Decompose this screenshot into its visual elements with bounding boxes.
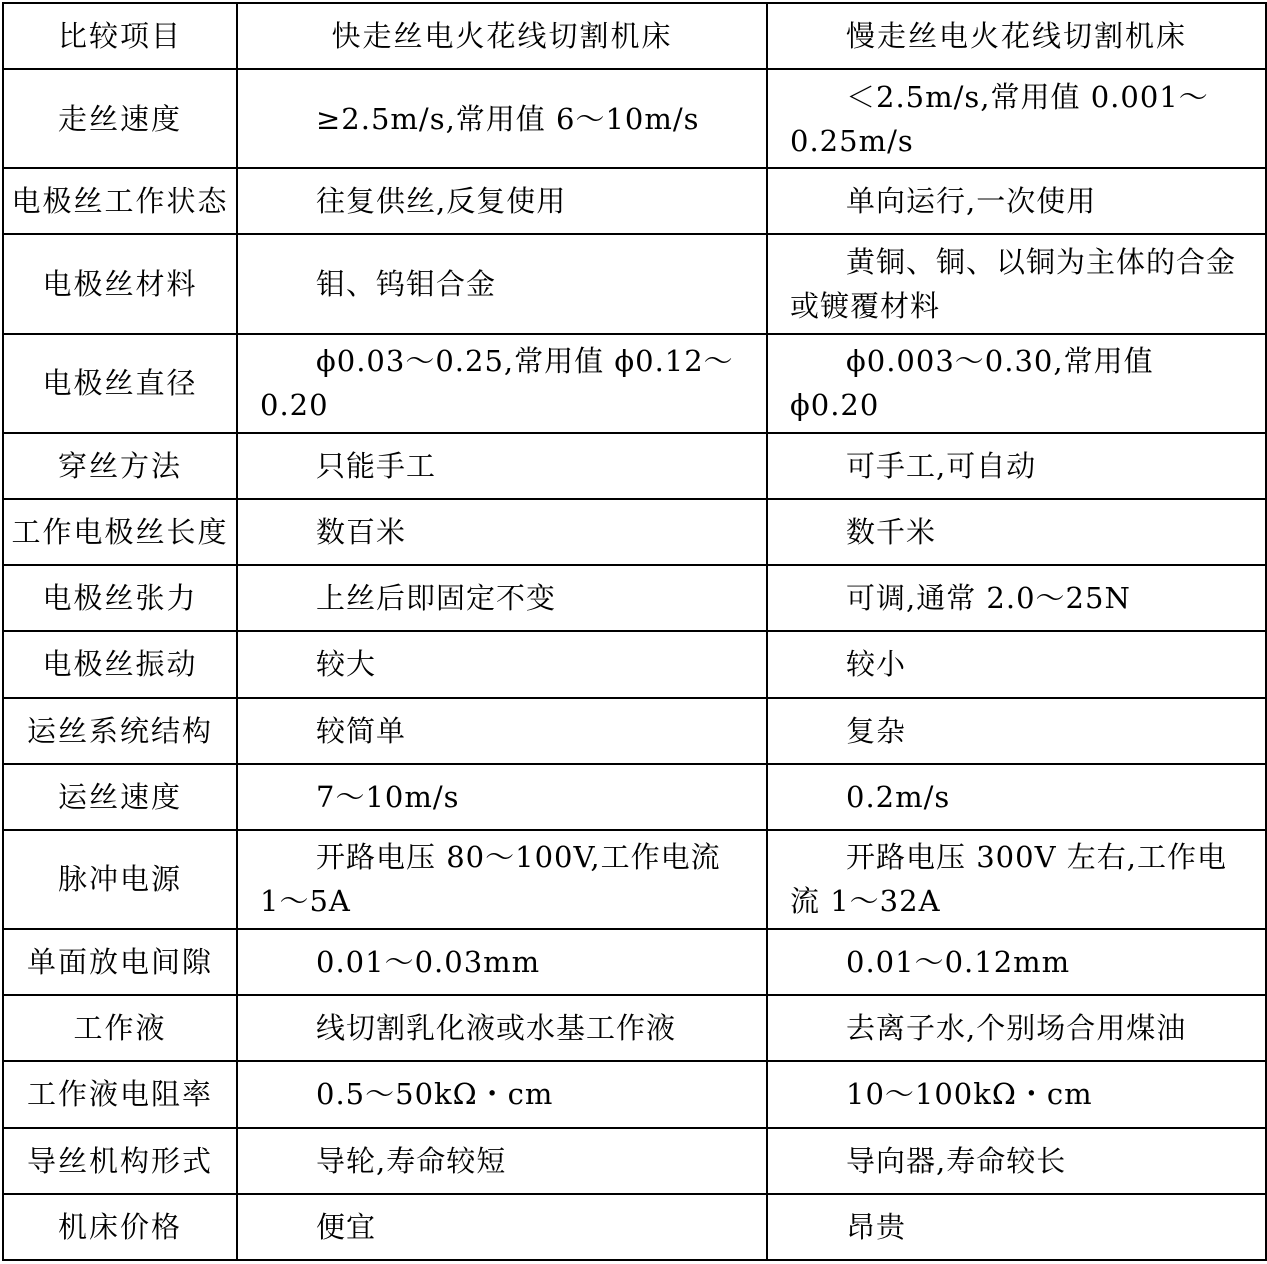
- row-label: 工作液: [3, 995, 237, 1061]
- slow-wire-value: ϕ0.003～0.30,常用值 ϕ0.20: [767, 334, 1266, 433]
- fast-wire-value: ϕ0.03～0.25,常用值 ϕ0.12～0.20: [237, 334, 767, 433]
- row-label: 电极丝材料: [3, 234, 237, 333]
- header-item: 比较项目: [3, 3, 237, 69]
- fast-wire-value: 数百米: [237, 499, 767, 565]
- row-label: 运丝系统结构: [3, 698, 237, 764]
- slow-wire-value: 单向运行,一次使用: [767, 168, 1266, 234]
- table-row: [3, 995, 1266, 1061]
- row-label: 运丝速度: [3, 764, 237, 830]
- table-row: [3, 698, 1266, 764]
- fast-wire-value: 0.01～0.03mm: [237, 929, 767, 995]
- header-slow-wire: 慢走丝电火花线切割机床: [767, 3, 1266, 69]
- fast-wire-value: 上丝后即固定不变: [237, 565, 767, 631]
- row-label: 电极丝直径: [3, 334, 237, 433]
- row-label: 机床价格: [3, 1194, 237, 1260]
- row-label: 走丝速度: [3, 69, 237, 168]
- row-label: 单面放电间隙: [3, 929, 237, 995]
- row-label: 穿丝方法: [3, 433, 237, 499]
- table-row: [3, 234, 1266, 333]
- row-label: 电极丝工作状态: [3, 168, 237, 234]
- slow-wire-value: 去离子水,个别场合用煤油: [767, 995, 1266, 1061]
- fast-wire-value: 7～10m/s: [237, 764, 767, 830]
- slow-wire-value: 可调,通常 2.0～25N: [767, 565, 1266, 631]
- table-row: [3, 1061, 1266, 1127]
- table-row: [3, 499, 1266, 565]
- table-row: [3, 565, 1266, 631]
- fast-wire-value: 便宜: [237, 1194, 767, 1260]
- fast-wire-value: 只能手工: [237, 433, 767, 499]
- table-row: [3, 830, 1266, 929]
- slow-wire-value: 0.2m/s: [767, 764, 1266, 830]
- slow-wire-value: 复杂: [767, 698, 1266, 764]
- row-label: 电极丝振动: [3, 631, 237, 697]
- fast-wire-value: 较大: [237, 631, 767, 697]
- table-row: [3, 168, 1266, 234]
- slow-wire-value: 较小: [767, 631, 1266, 697]
- row-label: 导丝机构形式: [3, 1128, 237, 1194]
- header-fast-wire: 快走丝电火花线切割机床: [237, 3, 767, 69]
- slow-wire-value: 昂贵: [767, 1194, 1266, 1260]
- fast-wire-value: 较简单: [237, 698, 767, 764]
- table-row: [3, 334, 1266, 433]
- table-row: [3, 433, 1266, 499]
- table-row: [3, 1194, 1266, 1260]
- slow-wire-value: 开路电压 300V 左右,工作电流 1～32A: [767, 830, 1266, 929]
- comparison-table: [2, 2, 1267, 1261]
- fast-wire-value: 往复供丝,反复使用: [237, 168, 767, 234]
- table-row: [3, 764, 1266, 830]
- row-label: 电极丝张力: [3, 565, 237, 631]
- table-row: [3, 1128, 1266, 1194]
- table-row: [3, 69, 1266, 168]
- slow-wire-value: 可手工,可自动: [767, 433, 1266, 499]
- fast-wire-value: 钼、钨钼合金: [237, 234, 767, 333]
- slow-wire-value: 导向器,寿命较长: [767, 1128, 1266, 1194]
- fast-wire-value: 线切割乳化液或水基工作液: [237, 995, 767, 1061]
- slow-wire-value: 黄铜、铜、以铜为主体的合金或镀覆材料: [767, 234, 1266, 333]
- row-label: 脉冲电源: [3, 830, 237, 929]
- fast-wire-value: 0.5～50kΩ・cm: [237, 1061, 767, 1127]
- fast-wire-value: 导轮,寿命较短: [237, 1128, 767, 1194]
- fast-wire-value: 开路电压 80～100V,工作电流 1～5A: [237, 830, 767, 929]
- fast-wire-value: ≥2.5m/s,常用值 6～10m/s: [237, 69, 767, 168]
- slow-wire-value: ＜2.5m/s,常用值 0.001～0.25m/s: [767, 69, 1266, 168]
- header-row: [3, 3, 1266, 69]
- slow-wire-value: 0.01～0.12mm: [767, 929, 1266, 995]
- table-row: [3, 929, 1266, 995]
- table-row: [3, 631, 1266, 697]
- row-label: 工作液电阻率: [3, 1061, 237, 1127]
- slow-wire-value: 数千米: [767, 499, 1266, 565]
- row-label: 工作电极丝长度: [3, 499, 237, 565]
- slow-wire-value: 10～100kΩ・cm: [767, 1061, 1266, 1127]
